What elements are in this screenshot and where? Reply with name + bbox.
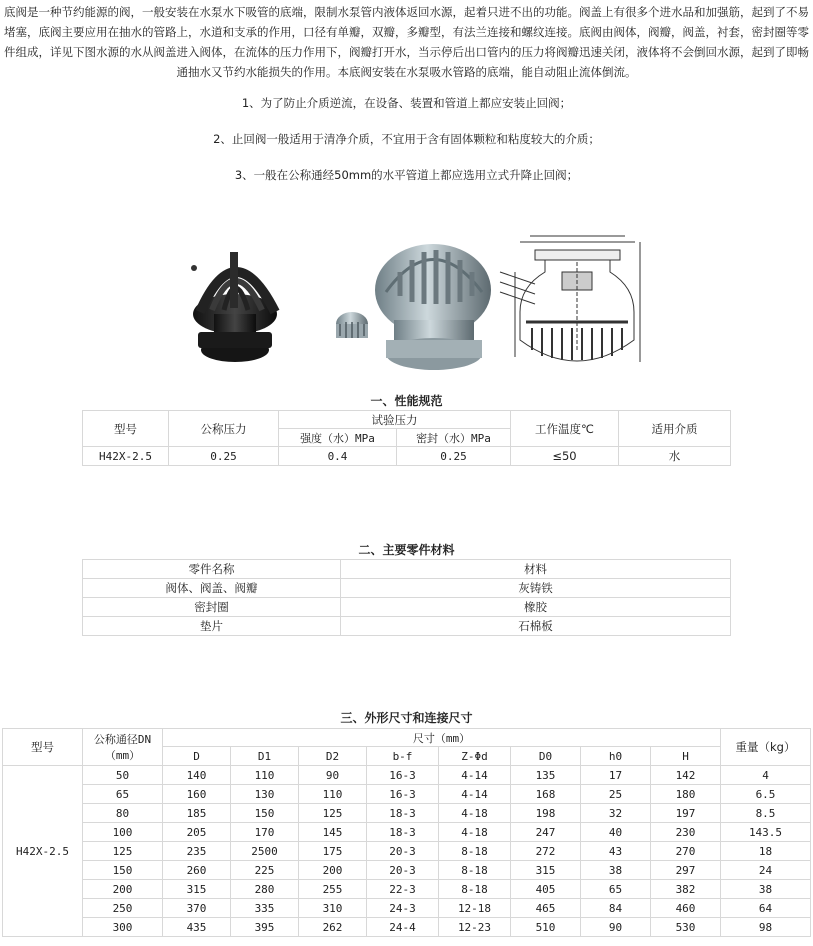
cell-dn: 300 bbox=[83, 918, 163, 937]
materials-table bbox=[82, 559, 731, 636]
cell-zd: 12-18 bbox=[439, 899, 511, 918]
cell-h0: 43 bbox=[581, 842, 651, 861]
cell-zd: 4-18 bbox=[439, 804, 511, 823]
cell-D: 235 bbox=[163, 842, 231, 861]
cell-bf: 18-3 bbox=[367, 804, 439, 823]
cell-D: 435 bbox=[163, 918, 231, 937]
valve-photos-illustration bbox=[190, 232, 650, 382]
product-figures bbox=[190, 232, 650, 382]
h-col-D0: D0 bbox=[511, 747, 581, 766]
h-col-D2: D2 bbox=[299, 747, 367, 766]
cell-temp: ≤50 bbox=[511, 447, 619, 466]
cell-strength: 0.4 bbox=[279, 447, 397, 466]
cell-w: 4 bbox=[721, 766, 811, 785]
h-col-D1: D1 bbox=[231, 747, 299, 766]
cell-D2: 90 bbox=[299, 766, 367, 785]
h-model: 型号 bbox=[3, 729, 83, 766]
cell-H: 180 bbox=[651, 785, 721, 804]
h-seal: 密封（水）MPa bbox=[397, 429, 511, 447]
cell-dn: 150 bbox=[83, 861, 163, 880]
h-test-pressure: 试验压力 bbox=[279, 411, 511, 429]
cell-h0: 40 bbox=[581, 823, 651, 842]
cell-D0: 272 bbox=[511, 842, 581, 861]
section3-title: 三、外形尺寸和连接尺寸 bbox=[340, 711, 473, 725]
table-row bbox=[3, 861, 811, 880]
table-row bbox=[3, 842, 811, 861]
cell-model: H42X-2.5 bbox=[3, 766, 83, 937]
cell-H: 142 bbox=[651, 766, 721, 785]
cell-dn: 80 bbox=[83, 804, 163, 823]
cell-H: 230 bbox=[651, 823, 721, 842]
cell-D2: 110 bbox=[299, 785, 367, 804]
cell-D0: 465 bbox=[511, 899, 581, 918]
table-row bbox=[3, 785, 811, 804]
cell-w: 98 bbox=[721, 918, 811, 937]
cell-D: 160 bbox=[163, 785, 231, 804]
cell-D0: 168 bbox=[511, 785, 581, 804]
cell-part: 垫片 bbox=[83, 617, 341, 636]
cell-zd: 8-18 bbox=[439, 842, 511, 861]
cell-material: 灰铸铁 bbox=[341, 579, 731, 598]
cell-D0: 510 bbox=[511, 918, 581, 937]
cell-dn: 50 bbox=[83, 766, 163, 785]
cell-D1: 150 bbox=[231, 804, 299, 823]
cell-part: 阀体、阀盖、阀瓣 bbox=[83, 579, 341, 598]
h-col-bf: b-f bbox=[367, 747, 439, 766]
cell-H: 297 bbox=[651, 861, 721, 880]
h-material: 材料 bbox=[341, 560, 731, 579]
h-dn bbox=[83, 729, 163, 766]
cell-h0: 84 bbox=[581, 899, 651, 918]
cell-material: 橡胶 bbox=[341, 598, 731, 617]
section2-title: 二、主要零件材料 bbox=[358, 543, 455, 557]
h-medium: 适用介质 bbox=[619, 411, 731, 447]
cell-bf: 22-3 bbox=[367, 880, 439, 899]
cell-D1: 225 bbox=[231, 861, 299, 880]
cell-medium: 水 bbox=[619, 447, 731, 466]
cell-D0: 198 bbox=[511, 804, 581, 823]
cell-D1: 280 bbox=[231, 880, 299, 899]
table-row bbox=[3, 918, 811, 937]
cell-D1: 130 bbox=[231, 785, 299, 804]
cell-D2: 310 bbox=[299, 899, 367, 918]
table-row bbox=[3, 899, 811, 918]
h-pressure: 公称压力 bbox=[169, 411, 279, 447]
cell-D2: 175 bbox=[299, 842, 367, 861]
cell-D2: 255 bbox=[299, 880, 367, 899]
cell-pressure: 0.25 bbox=[169, 447, 279, 466]
table-row bbox=[3, 823, 811, 842]
cell-dn: 200 bbox=[83, 880, 163, 899]
cell-H: 530 bbox=[651, 918, 721, 937]
cell-D0: 405 bbox=[511, 880, 581, 899]
cell-dn: 100 bbox=[83, 823, 163, 842]
cell-seal: 0.25 bbox=[397, 447, 511, 466]
technical-drawing bbox=[500, 236, 640, 362]
cell-bf: 20-3 bbox=[367, 861, 439, 880]
cell-D1: 2500 bbox=[231, 842, 299, 861]
cell-bf: 16-3 bbox=[367, 766, 439, 785]
table-row bbox=[83, 598, 731, 617]
cell-w: 6.5 bbox=[721, 785, 811, 804]
h-dn-label: 公称通径DN bbox=[93, 733, 152, 746]
dimensions-table bbox=[2, 728, 811, 937]
cell-h0: 17 bbox=[581, 766, 651, 785]
note-1: 1、为了防止介质逆流，在设备、装置和管道上都应安装止回阀； bbox=[241, 96, 572, 110]
cell-h0: 32 bbox=[581, 804, 651, 823]
h-col-H: H bbox=[651, 747, 721, 766]
cell-D0: 247 bbox=[511, 823, 581, 842]
cell-dn: 250 bbox=[83, 899, 163, 918]
cell-model: H42X-2.5 bbox=[83, 447, 169, 466]
h-col-D: D bbox=[163, 747, 231, 766]
h-col-zd: Z-Φd bbox=[439, 747, 511, 766]
cell-H: 197 bbox=[651, 804, 721, 823]
h-weight: 重量（kg） bbox=[721, 729, 811, 766]
table-row bbox=[83, 447, 731, 466]
cell-D2: 262 bbox=[299, 918, 367, 937]
note-3: 3、一般在公称通经50mm的水平管道上都应选用立式升降止回阀； bbox=[234, 168, 579, 182]
table-row bbox=[83, 579, 731, 598]
h-model: 型号 bbox=[83, 411, 169, 447]
cell-h0: 90 bbox=[581, 918, 651, 937]
cell-zd: 8-18 bbox=[439, 861, 511, 880]
cell-bf: 24-4 bbox=[367, 918, 439, 937]
cell-D: 260 bbox=[163, 861, 231, 880]
cell-D1: 335 bbox=[231, 899, 299, 918]
cell-h0: 65 bbox=[581, 880, 651, 899]
cell-zd: 4-18 bbox=[439, 823, 511, 842]
h-col-h0: h0 bbox=[581, 747, 651, 766]
cell-bf: 24-3 bbox=[367, 899, 439, 918]
intro-paragraph: 底阀是一种节约能源的阀，一般安装在水泵水下吸管的底端，限制水泵管内液体返回水源，起着只进不出的功能。阀盖上有很多个进水品和加强筋，起到了不易堵塞，底阀主要应用在抽水的管路上，水道和支承的作用，口径有单瓣，双瓣，多瓣型，有法兰连接和螺纹连接。底阀由阀体，阀瓣，阀盖，衬套，密封圈等零件组成，详见下图水源的水从阀盖进入阀体，在流体的压力作用下，阀瓣打开水，当示停后出口管内的压力将阀瓣迅速关闭，液体将不会倒回水源，起到了即畅通抽水又节约水能损失的作用。本底阀安装在水泵吸水管路的底端，能自动阻止流体倒流。 bbox=[4, 5, 809, 79]
h-part-name: 零件名称 bbox=[83, 560, 341, 579]
cell-w: 24 bbox=[721, 861, 811, 880]
cell-D1: 170 bbox=[231, 823, 299, 842]
cell-w: 64 bbox=[721, 899, 811, 918]
h-temp: 工作温度℃ bbox=[511, 411, 619, 447]
cell-w: 38 bbox=[721, 880, 811, 899]
note-2: 2、止回阀一般适用于清净介质，不宜用于含有固体颗粒和粘度较大的介质； bbox=[213, 132, 600, 146]
table-row bbox=[83, 617, 731, 636]
cell-zd: 4-14 bbox=[439, 766, 511, 785]
h-size: 尺寸（mm） bbox=[163, 729, 721, 747]
section1-title: 一、性能规范 bbox=[370, 394, 443, 408]
cell-D: 140 bbox=[163, 766, 231, 785]
cell-D0: 135 bbox=[511, 766, 581, 785]
cell-bf: 20-3 bbox=[367, 842, 439, 861]
cell-w: 143.5 bbox=[721, 823, 811, 842]
black-foot-valve bbox=[191, 252, 277, 362]
h-strength: 强度（水）MPa bbox=[279, 429, 397, 447]
table-row bbox=[3, 880, 811, 899]
cell-D0: 315 bbox=[511, 861, 581, 880]
cell-material: 石棉板 bbox=[341, 617, 731, 636]
cell-zd: 8-18 bbox=[439, 880, 511, 899]
cell-H: 460 bbox=[651, 899, 721, 918]
h-dn-unit: （mm） bbox=[104, 749, 141, 762]
cell-w: 8.5 bbox=[721, 804, 811, 823]
cell-h0: 38 bbox=[581, 861, 651, 880]
cell-D2: 145 bbox=[299, 823, 367, 842]
cell-D: 315 bbox=[163, 880, 231, 899]
cell-w: 18 bbox=[721, 842, 811, 861]
small-strainer bbox=[336, 312, 368, 338]
cell-bf: 16-3 bbox=[367, 785, 439, 804]
cell-dn: 125 bbox=[83, 842, 163, 861]
cell-zd: 12-23 bbox=[439, 918, 511, 937]
cell-D2: 200 bbox=[299, 861, 367, 880]
cell-H: 382 bbox=[651, 880, 721, 899]
cell-D1: 110 bbox=[231, 766, 299, 785]
cell-D2: 125 bbox=[299, 804, 367, 823]
cell-dn: 65 bbox=[83, 785, 163, 804]
performance-table bbox=[82, 410, 731, 466]
cell-bf: 18-3 bbox=[367, 823, 439, 842]
cell-part: 密封圈 bbox=[83, 598, 341, 617]
table-row bbox=[3, 766, 811, 785]
table-row bbox=[3, 804, 811, 823]
cell-zd: 4-14 bbox=[439, 785, 511, 804]
cell-D: 370 bbox=[163, 899, 231, 918]
cell-D1: 395 bbox=[231, 918, 299, 937]
silver-foot-valve bbox=[375, 244, 491, 370]
cell-D: 185 bbox=[163, 804, 231, 823]
cell-h0: 25 bbox=[581, 785, 651, 804]
cell-D: 205 bbox=[163, 823, 231, 842]
cell-H: 270 bbox=[651, 842, 721, 861]
